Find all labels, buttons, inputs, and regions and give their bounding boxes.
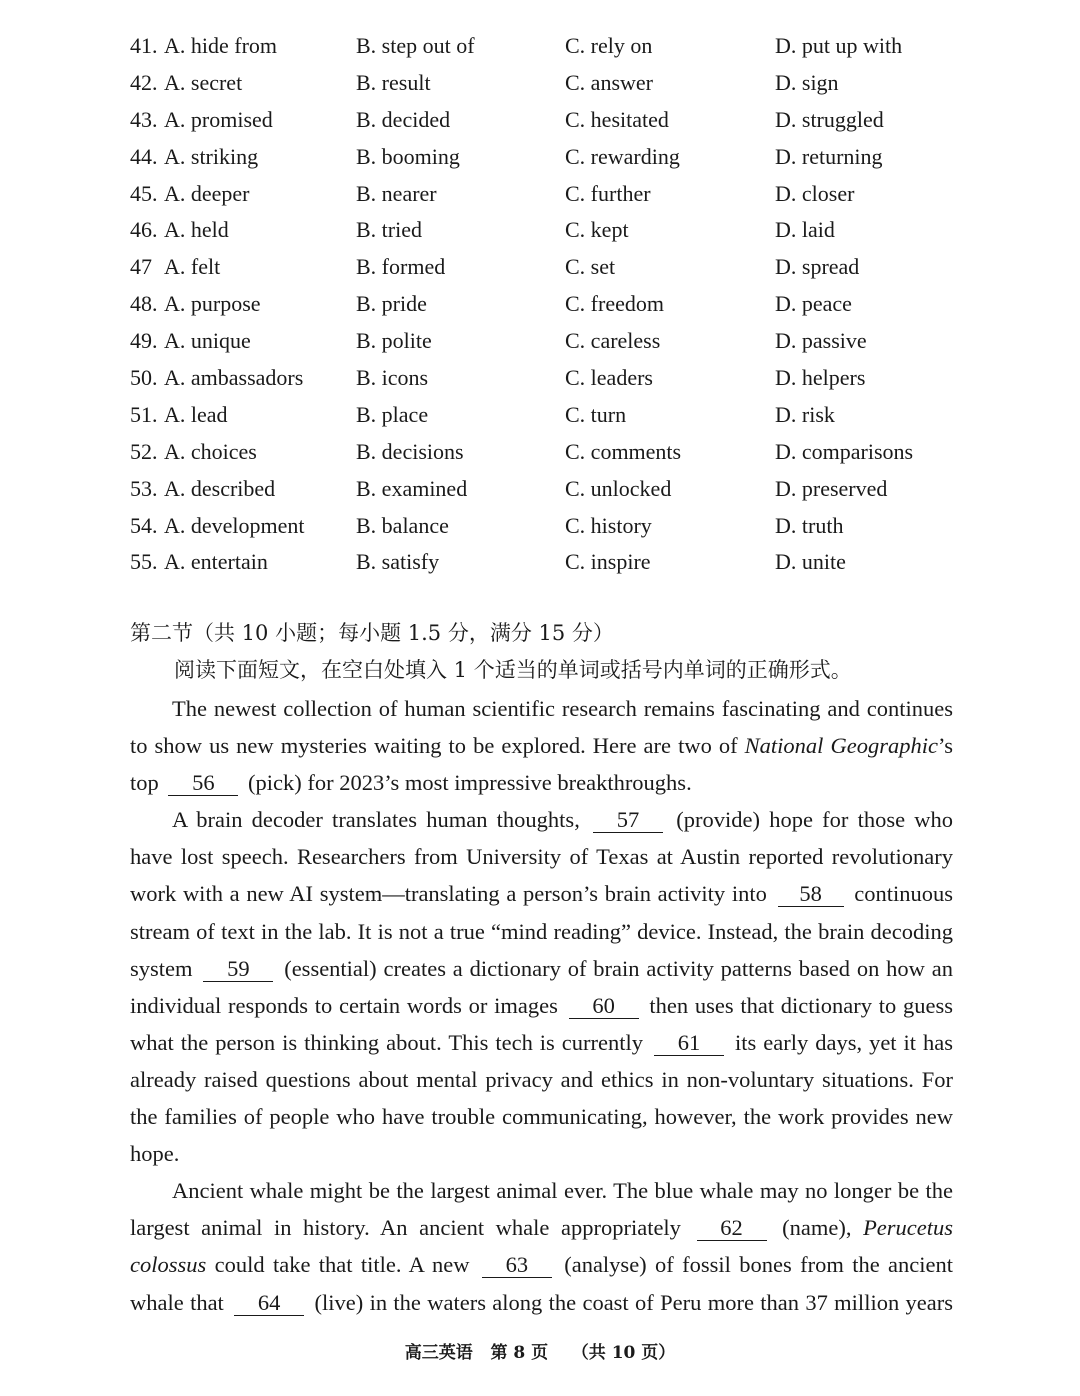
passage-line (130, 1246, 953, 1283)
option-a[interactable]: A. promised (164, 106, 273, 132)
passage-text: to show us new mysteries waiting to be explored. Here are two of (130, 733, 745, 759)
question-number: 53. (130, 475, 158, 501)
option-d[interactable]: D. unite (775, 549, 846, 575)
passage-text: have lost speech. Researchers from University of Texas at Austin reported revolutionary (130, 844, 953, 870)
magazine-title: National Geographic (744, 733, 938, 759)
option-b[interactable]: B. pride (356, 291, 427, 317)
option-c[interactable]: C. answer (565, 69, 653, 95)
option-a[interactable]: A. development (164, 512, 305, 538)
option-row (130, 212, 950, 249)
question-number: 46. (130, 217, 158, 243)
option-d[interactable]: D. sign (775, 69, 839, 95)
option-a[interactable]: A. held (164, 217, 229, 243)
passage-line (130, 950, 953, 987)
question-number: 51. (130, 401, 158, 427)
option-b[interactable]: B. result (356, 69, 431, 95)
passage-text: Ancient whale might be the largest animal ever. The blue whale may no longer be the (172, 1178, 953, 1204)
question-number: 55. (130, 549, 158, 575)
passage-line (130, 690, 953, 727)
blank-63[interactable]: 63 (482, 1253, 552, 1278)
option-a[interactable]: A. felt (164, 254, 221, 280)
option-row (130, 102, 950, 139)
passage-text: ’s (937, 733, 953, 759)
option-b[interactable]: B. satisfy (356, 549, 440, 575)
option-row (130, 249, 950, 286)
option-c[interactable]: C. hesitated (565, 106, 669, 132)
passage-line (130, 913, 953, 950)
option-a[interactable]: A. choices (164, 438, 257, 464)
option-row (130, 65, 950, 102)
option-c[interactable]: C. freedom (565, 291, 664, 317)
option-c[interactable]: C. comments (565, 438, 682, 464)
option-c[interactable]: C. leaders (565, 365, 653, 391)
question-number: 47 (130, 254, 152, 280)
option-d[interactable]: D. returning (775, 143, 883, 169)
option-a[interactable]: A. striking (164, 143, 259, 169)
passage-line (130, 801, 953, 838)
passage-line (130, 838, 953, 875)
option-c[interactable]: C. inspire (565, 549, 651, 575)
option-d[interactable]: D. comparisons (775, 438, 914, 464)
option-a[interactable]: A. lead (164, 401, 228, 427)
question-number: 52. (130, 438, 158, 464)
passage-text: largest animal in history. An ancient whale appropriately (130, 1215, 681, 1241)
passage-text: already raised questions about mental privacy and ethics in non-voluntary situations. For (130, 1066, 953, 1092)
passage-text: its early days, yet it has (735, 1029, 954, 1055)
question-number: 42. (130, 69, 158, 95)
option-c[interactable]: C. turn (565, 401, 627, 427)
blank-62[interactable]: 62 (697, 1216, 767, 1241)
blank-58[interactable]: 58 (778, 882, 844, 907)
passage-text: hope. (130, 1141, 180, 1167)
option-b[interactable]: B. examined (356, 475, 468, 501)
species-name: colossus (130, 1252, 207, 1278)
passage-line (130, 875, 953, 912)
option-a[interactable]: A. unique (164, 328, 251, 354)
option-b[interactable]: B. formed (356, 254, 446, 280)
passage-text: work with a new AI system—translating a person’s brain activity into (130, 881, 767, 907)
blank-57[interactable]: 57 (593, 808, 663, 833)
option-b[interactable]: B. nearer (356, 180, 437, 206)
option-c[interactable]: C. careless (565, 328, 661, 354)
passage-line (130, 1061, 953, 1098)
option-d[interactable]: D. laid (775, 217, 835, 243)
option-a[interactable]: A. secret (164, 69, 243, 95)
option-d[interactable]: D. struggled (775, 106, 884, 132)
question-number: 54. (130, 512, 158, 538)
species-name: Perucetus (863, 1215, 954, 1241)
passage-text: what the person is thinking about. This tech is currently (130, 1029, 644, 1055)
option-row (130, 176, 950, 213)
passage-line (130, 1172, 953, 1209)
option-row (130, 139, 950, 176)
option-c[interactable]: C. set (565, 254, 616, 280)
blank-59[interactable]: 59 (203, 957, 273, 982)
option-c[interactable]: C. rewarding (565, 143, 680, 169)
option-a[interactable]: A. entertain (164, 549, 268, 575)
passage-text: stream of text in the lab. It is not a true “mind reading” device. Instead, the brain decoding (130, 918, 953, 944)
option-b[interactable]: B. icons (356, 365, 429, 391)
passage-line (130, 764, 953, 801)
option-d[interactable]: D. spread (775, 254, 860, 280)
passage-text: (name), (782, 1215, 852, 1241)
question-number: 44. (130, 143, 158, 169)
passage-text: The newest collection of human scientific research remains fascinating and continues (172, 696, 953, 721)
option-b[interactable]: B. booming (356, 143, 460, 169)
option-b[interactable]: B. place (356, 401, 429, 427)
option-b[interactable]: B. decisions (356, 438, 464, 464)
passage (130, 690, 953, 1321)
option-c[interactable]: C. kept (565, 217, 629, 243)
passage-text: (essential) creates a dictionary of brain activity patterns based on how an (284, 955, 953, 981)
passage-text: continuous (854, 881, 954, 907)
options-table (130, 28, 950, 581)
passage-text: could take that title. A new (214, 1252, 470, 1278)
option-c[interactable]: C. further (565, 180, 651, 206)
option-d[interactable]: D. closer (775, 180, 855, 206)
question-number: 41. (130, 33, 158, 58)
option-b[interactable]: B. decided (356, 106, 451, 132)
passage-text: (pick) for 2023’s most impressive breakthroughs. (248, 770, 692, 796)
passage-line (130, 1209, 953, 1246)
page-footer: 高三英语 第 8 页 （共 10 页） (404, 1343, 676, 1363)
option-b[interactable]: B. tried (356, 217, 422, 243)
passage-line (130, 1284, 953, 1321)
passage-text: (provide) hope for those who (676, 807, 954, 833)
option-d[interactable]: D. peace (775, 291, 852, 317)
passage-text: top (130, 770, 159, 796)
option-a[interactable]: A. ambassadors (164, 365, 304, 391)
option-b[interactable]: B. balance (356, 512, 449, 538)
question-number: 43. (130, 106, 158, 132)
option-b[interactable]: B. polite (356, 328, 432, 354)
option-b[interactable]: B. step out of (356, 33, 475, 58)
question-number: 49. (130, 328, 158, 354)
option-c[interactable]: C. unlocked (565, 475, 672, 501)
question-number: 45. (130, 180, 158, 206)
option-d[interactable]: D. truth (775, 512, 844, 538)
option-a[interactable]: A. hide from (164, 33, 278, 58)
passage-line (130, 1135, 953, 1172)
passage-text: whale that (130, 1289, 224, 1315)
blank-61[interactable]: 61 (654, 1031, 724, 1056)
option-d[interactable]: D. preserved (775, 475, 888, 501)
passage-line (130, 987, 953, 1024)
passage-text: the families of people who have trouble communicating, however, the work provides new (130, 1104, 953, 1130)
section-instruction: 阅读下面短文，在空白处填入 1 个适当的单词或括号内单词的正确形式。 (174, 658, 852, 682)
option-row (130, 471, 950, 508)
question-number: 50. (130, 365, 158, 391)
option-d[interactable]: D. risk (775, 401, 835, 427)
option-row (130, 397, 950, 434)
question-number: 48. (130, 291, 158, 317)
passage-text: then uses that dictionary to guess (649, 992, 954, 1018)
blank-64[interactable]: 64 (234, 1291, 304, 1316)
passage-line (130, 1024, 953, 1061)
option-a[interactable]: A. described (164, 475, 276, 501)
option-row (130, 28, 950, 65)
option-row (130, 434, 950, 471)
option-row (130, 323, 950, 360)
option-row (130, 286, 950, 323)
passage-line (130, 727, 953, 764)
passage-text: (analyse) of fossil bones from the ancient (564, 1252, 953, 1278)
passage-text: individual responds to certain words or images (130, 992, 558, 1018)
option-a[interactable]: A. purpose (164, 291, 261, 317)
option-d[interactable]: D. put up with (775, 33, 903, 58)
passage-line (130, 1098, 953, 1135)
option-c[interactable]: C. history (565, 512, 652, 538)
option-d[interactable]: D. passive (775, 328, 867, 354)
passage-text: system (130, 955, 193, 981)
passage-text: (live) in the waters along the coast of Peru more than 37 million years (314, 1289, 954, 1315)
blank-60[interactable]: 60 (569, 994, 639, 1019)
option-a[interactable]: A. deeper (164, 180, 250, 206)
option-row (130, 508, 950, 545)
option-c[interactable]: C. rely on (565, 33, 653, 58)
passage-text: A brain decoder translates human thoughts, (172, 807, 580, 833)
option-row (130, 544, 950, 581)
option-row (130, 360, 950, 397)
section-title: 第二节（共 10 小题；每小题 1.5 分，满分 15 分） (130, 621, 614, 645)
option-d[interactable]: D. helpers (775, 365, 866, 391)
blank-56[interactable]: 56 (168, 771, 238, 796)
